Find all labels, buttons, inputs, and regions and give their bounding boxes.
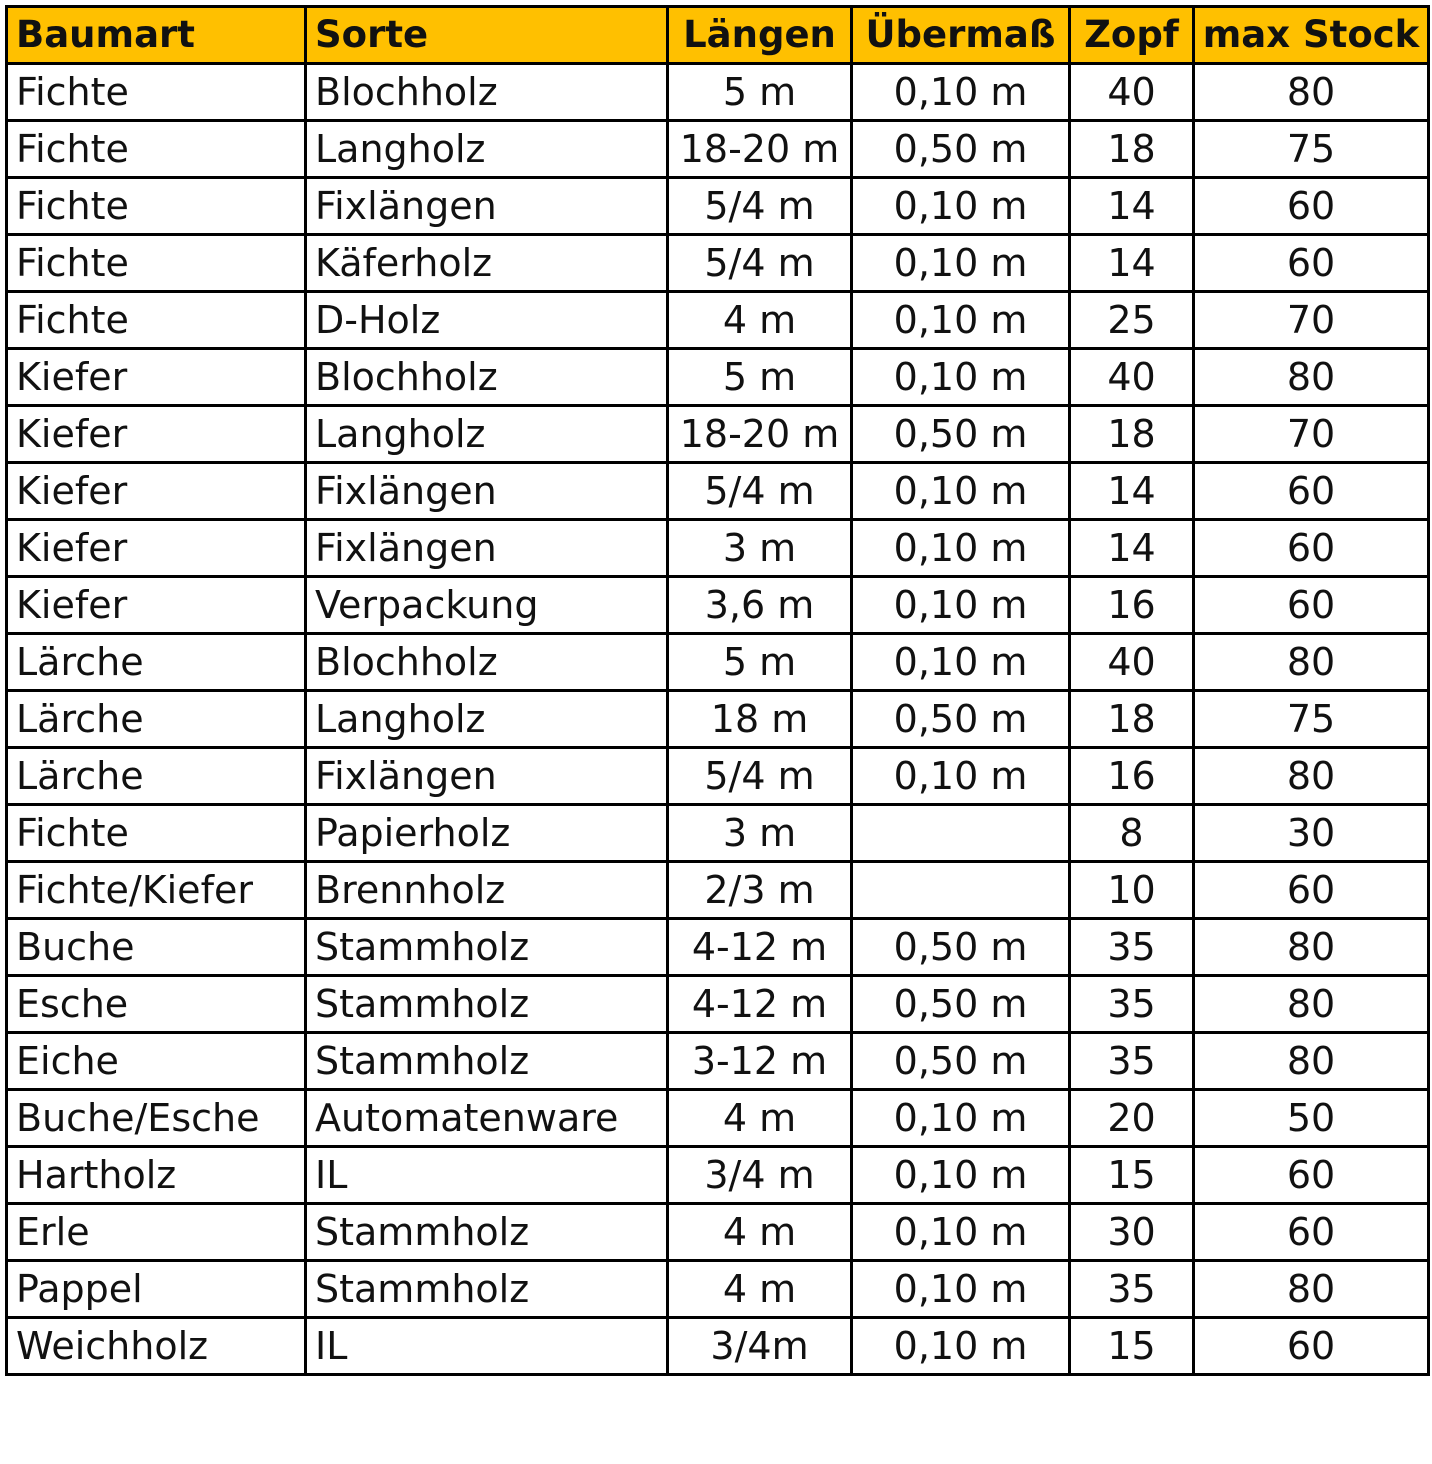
cell-baumart: Fichte bbox=[7, 805, 306, 862]
cell-max-stock: 80 bbox=[1194, 976, 1429, 1033]
cell-uebermass: 0,10 m bbox=[852, 1204, 1070, 1261]
cell-uebermass: 0,50 m bbox=[852, 121, 1070, 178]
cell-sorte: Stammholz bbox=[306, 1204, 668, 1261]
cell-laengen: 2/3 m bbox=[668, 862, 852, 919]
cell-sorte: Langholz bbox=[306, 406, 668, 463]
cell-max-stock: 80 bbox=[1194, 1261, 1429, 1318]
cell-laengen: 5 m bbox=[668, 349, 852, 406]
cell-uebermass: 0,10 m bbox=[852, 1090, 1070, 1147]
cell-sorte: Fixlängen bbox=[306, 520, 668, 577]
cell-zopf: 14 bbox=[1070, 463, 1194, 520]
cell-sorte: Fixlängen bbox=[306, 748, 668, 805]
cell-uebermass: 0,10 m bbox=[852, 64, 1070, 121]
cell-sorte: Käferholz bbox=[306, 235, 668, 292]
cell-zopf: 40 bbox=[1070, 64, 1194, 121]
cell-zopf: 8 bbox=[1070, 805, 1194, 862]
cell-uebermass: 0,50 m bbox=[852, 919, 1070, 976]
cell-uebermass: 0,10 m bbox=[852, 1318, 1070, 1375]
cell-laengen: 3-12 m bbox=[668, 1033, 852, 1090]
cell-baumart: Lärche bbox=[7, 634, 306, 691]
cell-laengen: 4-12 m bbox=[668, 976, 852, 1033]
cell-baumart: Fichte bbox=[7, 121, 306, 178]
cell-baumart: Kiefer bbox=[7, 463, 306, 520]
cell-max-stock: 50 bbox=[1194, 1090, 1429, 1147]
header-zopf: Zopf bbox=[1070, 7, 1194, 64]
cell-laengen: 4 m bbox=[668, 1204, 852, 1261]
cell-baumart: Fichte bbox=[7, 64, 306, 121]
cell-sorte: IL bbox=[306, 1318, 668, 1375]
cell-sorte: Fixlängen bbox=[306, 463, 668, 520]
cell-max-stock: 60 bbox=[1194, 1318, 1429, 1375]
cell-zopf: 35 bbox=[1070, 919, 1194, 976]
table-row bbox=[7, 577, 1429, 634]
cell-baumart: Fichte/Kiefer bbox=[7, 862, 306, 919]
cell-zopf: 10 bbox=[1070, 862, 1194, 919]
cell-max-stock: 60 bbox=[1194, 1147, 1429, 1204]
cell-sorte: Automatenware bbox=[306, 1090, 668, 1147]
table-row bbox=[7, 634, 1429, 691]
table-row bbox=[7, 1033, 1429, 1090]
table-row bbox=[7, 1090, 1429, 1147]
cell-laengen: 4-12 m bbox=[668, 919, 852, 976]
cell-laengen: 3/4 m bbox=[668, 1147, 852, 1204]
header-baumart: Baumart bbox=[7, 7, 306, 64]
cell-uebermass: 0,10 m bbox=[852, 520, 1070, 577]
cell-zopf: 25 bbox=[1070, 292, 1194, 349]
cell-max-stock: 60 bbox=[1194, 862, 1429, 919]
header-laengen: Längen bbox=[668, 7, 852, 64]
cell-sorte: Verpackung bbox=[306, 577, 668, 634]
cell-uebermass bbox=[852, 805, 1070, 862]
cell-max-stock: 60 bbox=[1194, 1204, 1429, 1261]
cell-laengen: 3,6 m bbox=[668, 577, 852, 634]
cell-uebermass: 0,10 m bbox=[852, 634, 1070, 691]
cell-max-stock: 60 bbox=[1194, 235, 1429, 292]
cell-laengen: 5 m bbox=[668, 634, 852, 691]
cell-zopf: 14 bbox=[1070, 235, 1194, 292]
cell-baumart: Erle bbox=[7, 1204, 306, 1261]
header-max-stock: max Stock bbox=[1194, 7, 1429, 64]
cell-uebermass: 0,50 m bbox=[852, 1033, 1070, 1090]
cell-baumart: Kiefer bbox=[7, 577, 306, 634]
cell-sorte: Stammholz bbox=[306, 919, 668, 976]
table-row bbox=[7, 463, 1429, 520]
table-row bbox=[7, 292, 1429, 349]
cell-uebermass: 0,10 m bbox=[852, 577, 1070, 634]
cell-laengen: 18-20 m bbox=[668, 406, 852, 463]
cell-sorte: Blochholz bbox=[306, 634, 668, 691]
cell-max-stock: 80 bbox=[1194, 748, 1429, 805]
header-uebermass: Übermaß bbox=[852, 7, 1070, 64]
cell-baumart: Kiefer bbox=[7, 406, 306, 463]
cell-baumart: Fichte bbox=[7, 235, 306, 292]
cell-laengen: 3 m bbox=[668, 805, 852, 862]
table-row bbox=[7, 406, 1429, 463]
cell-baumart: Kiefer bbox=[7, 520, 306, 577]
cell-sorte: Papierholz bbox=[306, 805, 668, 862]
cell-uebermass bbox=[852, 862, 1070, 919]
table-body bbox=[7, 64, 1429, 1375]
cell-baumart: Lärche bbox=[7, 748, 306, 805]
cell-max-stock: 30 bbox=[1194, 805, 1429, 862]
cell-zopf: 16 bbox=[1070, 748, 1194, 805]
cell-max-stock: 80 bbox=[1194, 64, 1429, 121]
cell-uebermass: 0,10 m bbox=[852, 463, 1070, 520]
table-row bbox=[7, 349, 1429, 406]
table-row bbox=[7, 1147, 1429, 1204]
cell-laengen: 3 m bbox=[668, 520, 852, 577]
cell-uebermass: 0,10 m bbox=[852, 235, 1070, 292]
cell-zopf: 18 bbox=[1070, 121, 1194, 178]
cell-laengen: 5/4 m bbox=[668, 748, 852, 805]
cell-zopf: 35 bbox=[1070, 1261, 1194, 1318]
table-row bbox=[7, 121, 1429, 178]
cell-uebermass: 0,50 m bbox=[852, 976, 1070, 1033]
table-row bbox=[7, 520, 1429, 577]
cell-sorte: IL bbox=[306, 1147, 668, 1204]
cell-laengen: 18-20 m bbox=[668, 121, 852, 178]
cell-max-stock: 70 bbox=[1194, 292, 1429, 349]
cell-max-stock: 80 bbox=[1194, 919, 1429, 976]
cell-max-stock: 60 bbox=[1194, 577, 1429, 634]
cell-sorte: Langholz bbox=[306, 121, 668, 178]
cell-max-stock: 75 bbox=[1194, 691, 1429, 748]
cell-laengen: 5/4 m bbox=[668, 178, 852, 235]
cell-zopf: 40 bbox=[1070, 349, 1194, 406]
cell-sorte: D-Holz bbox=[306, 292, 668, 349]
table-row bbox=[7, 1318, 1429, 1375]
cell-laengen: 4 m bbox=[668, 1261, 852, 1318]
cell-zopf: 15 bbox=[1070, 1147, 1194, 1204]
table-row bbox=[7, 919, 1429, 976]
cell-max-stock: 80 bbox=[1194, 349, 1429, 406]
table-row bbox=[7, 691, 1429, 748]
cell-baumart: Buche/Esche bbox=[7, 1090, 306, 1147]
cell-zopf: 14 bbox=[1070, 178, 1194, 235]
cell-zopf: 18 bbox=[1070, 691, 1194, 748]
cell-sorte: Brennholz bbox=[306, 862, 668, 919]
table-row bbox=[7, 976, 1429, 1033]
cell-zopf: 18 bbox=[1070, 406, 1194, 463]
cell-sorte: Blochholz bbox=[306, 64, 668, 121]
header-row bbox=[7, 7, 1429, 64]
cell-zopf: 20 bbox=[1070, 1090, 1194, 1147]
cell-baumart: Buche bbox=[7, 919, 306, 976]
cell-max-stock: 60 bbox=[1194, 178, 1429, 235]
cell-baumart: Lärche bbox=[7, 691, 306, 748]
cell-uebermass: 0,10 m bbox=[852, 748, 1070, 805]
cell-sorte: Langholz bbox=[306, 691, 668, 748]
cell-baumart: Weichholz bbox=[7, 1318, 306, 1375]
cell-baumart: Hartholz bbox=[7, 1147, 306, 1204]
cell-uebermass: 0,10 m bbox=[852, 1147, 1070, 1204]
wood-sorting-table bbox=[5, 5, 1430, 1376]
cell-uebermass: 0,50 m bbox=[852, 406, 1070, 463]
cell-zopf: 16 bbox=[1070, 577, 1194, 634]
cell-sorte: Fixlängen bbox=[306, 178, 668, 235]
cell-baumart: Fichte bbox=[7, 178, 306, 235]
cell-max-stock: 80 bbox=[1194, 1033, 1429, 1090]
cell-laengen: 3/4m bbox=[668, 1318, 852, 1375]
table-row bbox=[7, 1204, 1429, 1261]
cell-max-stock: 80 bbox=[1194, 634, 1429, 691]
cell-zopf: 35 bbox=[1070, 976, 1194, 1033]
table-row bbox=[7, 748, 1429, 805]
cell-laengen: 5 m bbox=[668, 64, 852, 121]
header-sorte: Sorte bbox=[306, 7, 668, 64]
cell-uebermass: 0,10 m bbox=[852, 349, 1070, 406]
cell-sorte: Stammholz bbox=[306, 1033, 668, 1090]
table-row bbox=[7, 64, 1429, 121]
cell-uebermass: 0,10 m bbox=[852, 1261, 1070, 1318]
cell-zopf: 30 bbox=[1070, 1204, 1194, 1261]
cell-laengen: 5/4 m bbox=[668, 235, 852, 292]
cell-zopf: 35 bbox=[1070, 1033, 1194, 1090]
cell-baumart: Eiche bbox=[7, 1033, 306, 1090]
cell-baumart: Fichte bbox=[7, 292, 306, 349]
cell-max-stock: 75 bbox=[1194, 121, 1429, 178]
cell-sorte: Stammholz bbox=[306, 1261, 668, 1318]
cell-max-stock: 60 bbox=[1194, 520, 1429, 577]
cell-laengen: 4 m bbox=[668, 1090, 852, 1147]
table-row bbox=[7, 1261, 1429, 1318]
cell-baumart: Kiefer bbox=[7, 349, 306, 406]
cell-zopf: 40 bbox=[1070, 634, 1194, 691]
cell-baumart: Pappel bbox=[7, 1261, 306, 1318]
cell-laengen: 5/4 m bbox=[668, 463, 852, 520]
cell-laengen: 4 m bbox=[668, 292, 852, 349]
table-row bbox=[7, 805, 1429, 862]
cell-max-stock: 60 bbox=[1194, 463, 1429, 520]
cell-zopf: 15 bbox=[1070, 1318, 1194, 1375]
cell-max-stock: 70 bbox=[1194, 406, 1429, 463]
cell-zopf: 14 bbox=[1070, 520, 1194, 577]
cell-sorte: Stammholz bbox=[306, 976, 668, 1033]
cell-sorte: Blochholz bbox=[306, 349, 668, 406]
cell-uebermass: 0,10 m bbox=[852, 178, 1070, 235]
table-row bbox=[7, 235, 1429, 292]
table-row bbox=[7, 862, 1429, 919]
cell-uebermass: 0,50 m bbox=[852, 691, 1070, 748]
cell-laengen: 18 m bbox=[668, 691, 852, 748]
table-row bbox=[7, 178, 1429, 235]
cell-baumart: Esche bbox=[7, 976, 306, 1033]
cell-uebermass: 0,10 m bbox=[852, 292, 1070, 349]
